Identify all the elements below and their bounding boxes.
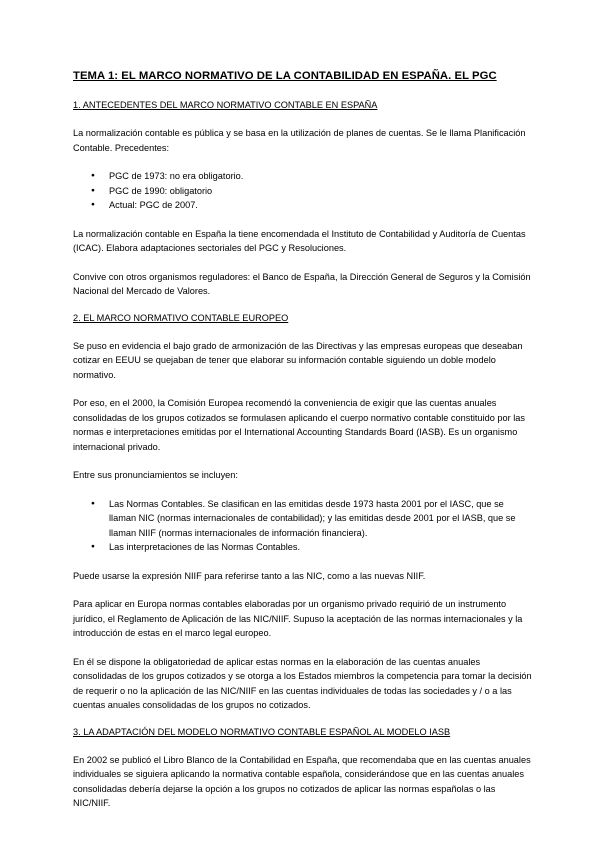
document-title: TEMA 1: EL MARCO NORMATIVO DE LA CONTABILIDAD EN ESPAÑA. EL PGC xyxy=(73,70,497,82)
section-3-paragraph-1: En 2002 se publicó el Libro Blanco de la Contabilidad en España, que recomendaba que en las cuentas anuales individuales se siguiera aplicando la normativa contable española, considerándose que en las cuentas anuales consolidadas debería dejarse la opción a los grupos no cotizados de aplicar las normas españolas o las NIC/NIIF. xyxy=(73,754,531,808)
section-1-heading: 1. ANTECEDENTES DEL MARCO NORMATIVO CONTABLE EN ESPAÑA xyxy=(73,100,378,110)
section-2-bullet-list xyxy=(73,497,533,555)
section-2-paragraph-1: Se puso en evidencia el bajo grado de armonización de las Directivas y las empresas europeas que deseaban cotizar en EEUU se quejaban de tener que elaborar su información contable siguiendo un doble modelo normativo. xyxy=(73,340,523,380)
list-item: ● Las Normas Contables. Se clasifican en las emitidas desde 1973 hasta 2001 por el IASC, que se llaman NIC (normas internacionales de contabilidad); y las emitidas desde 2001 por el IASB, que se llaman NIIF (normas internacionales de información financiera). xyxy=(109,497,533,541)
section-2-paragraph-4: Puede usarse la expresión NIIF para referirse tanto a las NIC, como a las nuevas NIIF. xyxy=(73,570,426,581)
section-2-paragraph-5: Para aplicar en Europa normas contables elaboradas por un organismo privado requirió de un instrumento jurídico, el Reglamento de Aplicación de las NIC/NIIF. Supuso la aceptación de las normas internacionales y la introducción de estas en el marco legal europeo. xyxy=(73,599,523,638)
section-2-heading: 2. EL MARCO NORMATIVO CONTABLE EUROPEO xyxy=(73,312,289,323)
section-2-paragraph-2: Por eso, en el 2000, la Comisión Europea recomendó la conveniencia de exigir que las cuentas anuales consolidadas de los grupos cotizados se formulasen aplicando el cuerpo normativo contable constituido por las normas e interpretaciones emitidas por el International Accounting Standards Board (IASB). Es un organismo internacional privado. xyxy=(73,398,525,452)
list-item: ● PGC de 1990: obligatorio xyxy=(109,184,533,199)
list-item: ● PGC de 1973: no era obligatorio. xyxy=(109,169,533,184)
list-item: ● Actual: PGC de 2007. xyxy=(109,198,533,213)
section-1-bullet-list xyxy=(73,169,533,213)
document-page xyxy=(73,70,533,825)
section-2-paragraph-6: En él se dispone la obligatoriedad de aplicar estas normas en la elaboración de las cuentas anuales consolidadas de los grupos cotizados y se otorga a los Estados miembros la competencia para tomar la decisión de requerir o no la aplicación de las NIC/NIIF en las cuentas individuales de todas las sociedades y / o a las cuentas anuales consolidadas de los grupos no cotizados. xyxy=(73,656,532,710)
section-1-paragraph-1: La normalización contable es pública y se basa en la utilización de planes de cuentas. Se le llama Planificación Contable. Precedentes: xyxy=(73,128,526,153)
section-2-paragraph-3: Entre sus pronunciamientos se incluyen: xyxy=(73,470,238,480)
section-1-paragraph-2: La normalización contable en España la tiene encomendada el Instituto de Contabilidad y Auditoría de Cuentas (ICAC). Elabora adaptaciones sectoriales del PGC y Resoluciones. xyxy=(73,228,526,253)
list-item: ● Las interpretaciones de las Normas Contables. xyxy=(109,540,533,555)
section-1-paragraph-3: Convive con otros organismos reguladores: el Banco de España, la Dirección General de Seguros y la Comisión Nacional del Mercado de Valores. xyxy=(73,271,531,296)
section-3-heading: 3. LA ADAPTACIÓN DEL MODELO NORMATIVO CONTABLE ESPAÑOL AL MODELO IASB xyxy=(73,726,451,737)
